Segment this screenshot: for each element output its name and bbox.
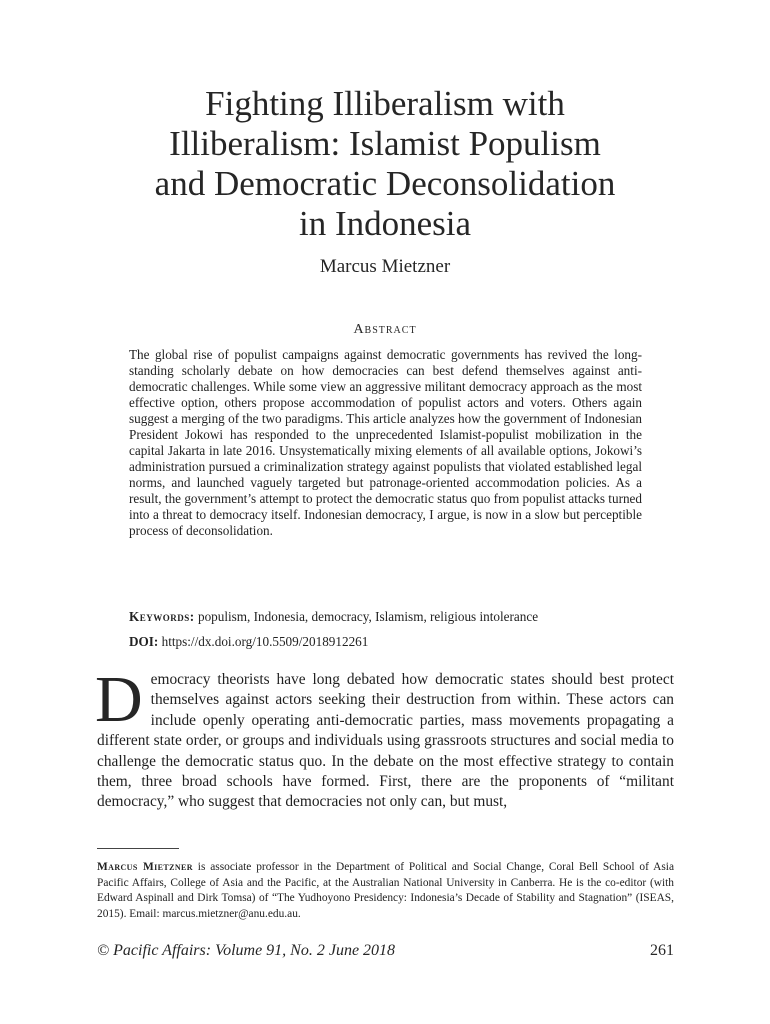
footnote-text: is associate professor in the Department of Political and Social Change, Coral Bell School of Asia Pacific Affairs, College of Asia and the Pacific, at the Australian National University in Canberra. He is the co-editor (with Edward Aspinall and Dirk Tomsa) of “The Yudhoyono Presidency: Indonesia’s Decade of Stability and Stagnation” (ISEAS, 2015). Email: marcus.mietzner@anu.edu.au.	[97, 861, 674, 920]
keywords-text: populism, Indonesia, democracy, Islamism, religious intolerance	[194, 609, 539, 624]
title-line: in Indonesia	[298, 204, 472, 243]
page-footer	[97, 942, 674, 960]
title-line: and Democratic Deconsolidation	[154, 164, 616, 203]
body-text: emocracy theorists have long debated how democratic states should best protect themselves against actors seeking their destruction from within. These actors can include openly operating anti-democratic parties, mass movements propagating a different state order, or groups and individuals using grassroots structures and social media to challenge the democratic status quo. In the debate on the most effective strategy to contain them, three broad schools have formed. First, there are the proponents of “militant democracy,” who suggest that democracies not only can, but must,	[97, 671, 674, 811]
journal-citation: © Pacific Affairs: Volume 91, No. 2 June 2018	[97, 942, 396, 959]
abstract-heading: Abstract	[353, 322, 417, 337]
doi-label: DOI:	[129, 634, 159, 649]
abstract-text: The global rise of populist campaigns against democratic governments has revived the long-standing scholarly debate on how democracies can best defend themselves against anti-democratic challenges. While some view an aggressive militant democracy approach as the most effective option, others propose accommodation of populist actors and voters. Others again suggest a merging of the two paradigms. This article analyzes how the government of Indonesian President Jokowi has responded to the unprecedented Islamist-populist mobilization in the capital Jakarta in late 2016. Unsystematically mixing elements of all available options, Jokowi’s administration pursued a criminalization strategy against populists that violated established legal norms, and launched vaguely targeted but patronage-oriented accommodation policies. As a result, the government’s attempt to protect the democratic status quo from populist attacks turned into a threat to democracy itself. Indonesian democracy, I argue, is now in a slow but perceptible process of deconsolidation.	[129, 347, 642, 538]
article-title	[60, 84, 710, 244]
drop-cap: D	[95, 663, 143, 736]
keywords-line	[129, 609, 649, 625]
title-line: Fighting Illiberalism with	[205, 84, 565, 123]
footnote-author-name: Marcus Mietzner	[97, 861, 193, 873]
page-number: 261	[650, 942, 674, 959]
body-paragraph	[95, 663, 674, 813]
author-name: Marcus Mietzner	[319, 256, 451, 277]
title-line: Illiberalism: Islamist Populism	[169, 124, 601, 163]
author-footnote	[97, 860, 674, 922]
keywords-label: Keywords:	[129, 609, 195, 624]
doi-link[interactable]: https://dx.doi.org/10.5509/2018912261	[158, 634, 369, 649]
footnote-divider	[97, 848, 179, 849]
doi-line	[129, 634, 649, 650]
